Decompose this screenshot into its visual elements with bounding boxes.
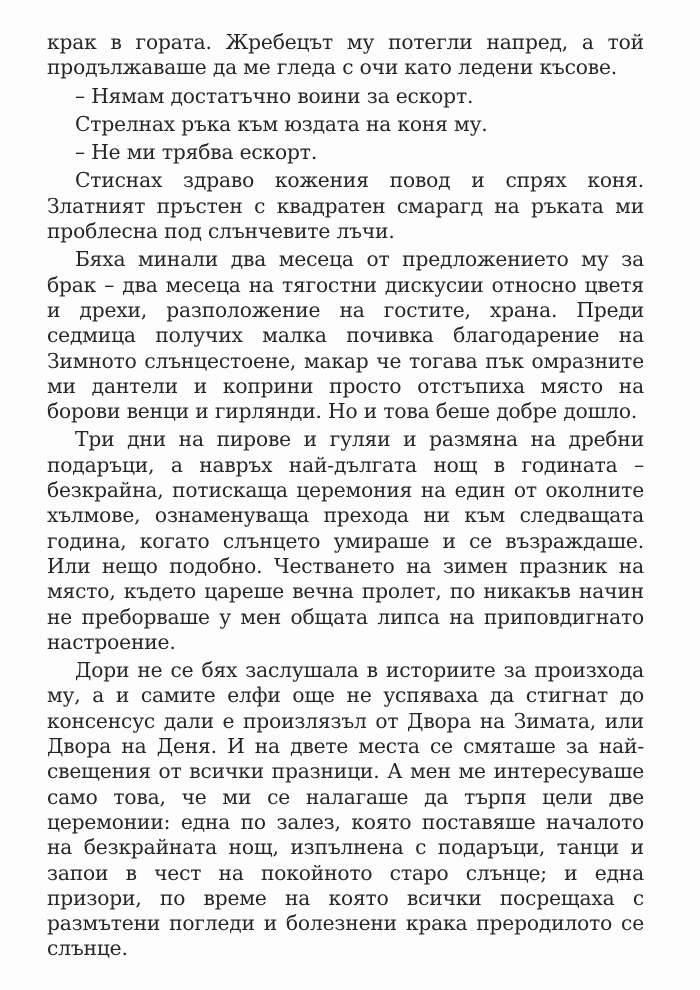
paragraph: Дори не се бях заслушала в историите за произхода му, а и самите елфи още не успяваха да стигнат до консенсус дали е произлязъл от Двора на Зимата, или Двора на Деня. И на двете места се смяташе за най-свещения от всички празници. А мен ме интересуваше само това, че ми се налагаше да търпя цели две церемонии: една по залез, която поставяше началото на безкрайната нощ, изпълнена с подаръци, танци и запои в чест на покойното старо слънце; и една призори, по време на която всички посрещаха с размътени погледи и болезнени крака преродилото се слънце. <box>47 658 644 961</box>
page-text <box>47 30 644 965</box>
paragraph: – Нямам достатъчно воини за ескорт. <box>75 83 474 108</box>
paragraph: Стрелнах ръка към юздата на коня му. <box>75 111 488 136</box>
paragraph: Стиснах здраво кожения повод и спрях коня. Златният пръстен с квадратен смарагд на ръката ми проблесна под слънчевите лъчи. <box>47 168 644 244</box>
paragraph: Три дни на пирове и гуляи и размяна на дребни подаръци, а навръх най-дългата нощ в годината – безкрайна, потискаща церемония на един от околните хълмове, ознаменуваща прехода ни към следващата година, когато слънцето умираше и се възраждаше. Или нещо подобно. Честването на зимен празник на място, където цареше вечна пролет, по никакъв начин не преборваше у мен общата липса на приповдигнато настроение. <box>47 427 644 654</box>
paragraph: крак в гората. Жребецът му потегли напред, а той продължаваше да ме гледа с очи като ледени късове. <box>47 30 644 80</box>
paragraph: Бяха минали два месеца от предложението му за брак – два месеца на тягостни дискусии относно цветя и дрехи, разположение на гостите, храна. Преди седмица получих малка почивка благодарение на Зимното слънцестоене, макар че тогава пък омразните ми дантели и коприни просто отстъпиха място на борови венци и гирлянди. Но и това беше добре дошло. <box>47 247 644 424</box>
paragraph: – Не ми трябва ескорт. <box>75 140 318 165</box>
